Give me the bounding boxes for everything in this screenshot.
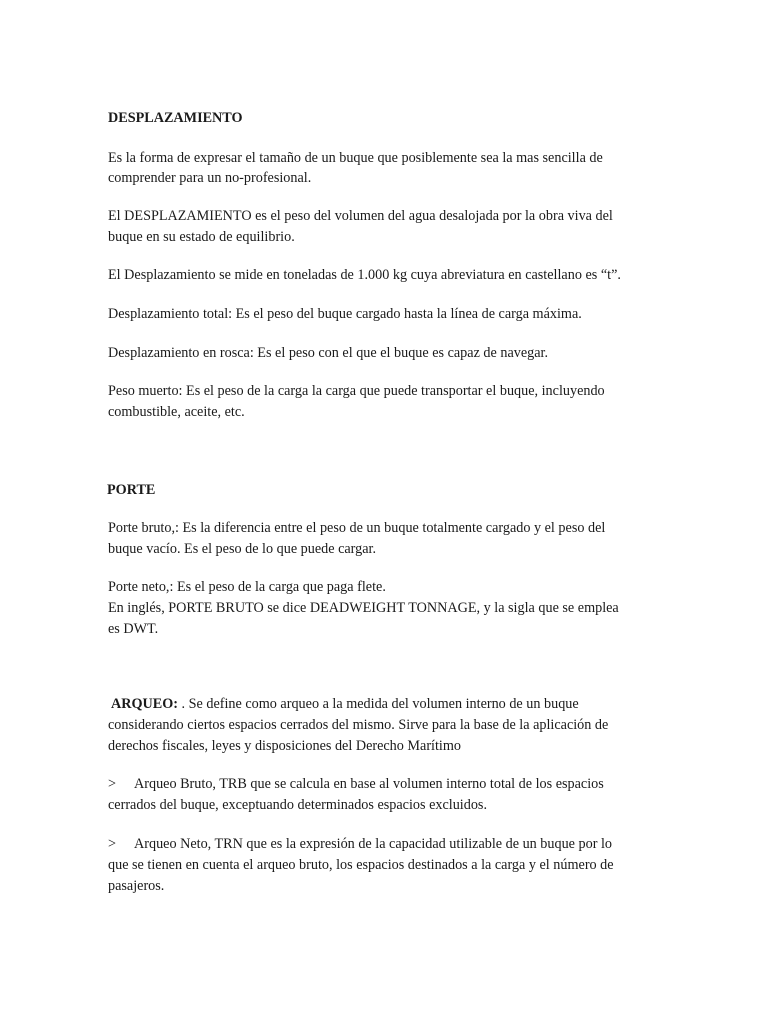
paragraph-line: Peso muerto: Es el peso de la carga la carga que puede transportar el buque, incluyendo <box>108 383 605 399</box>
paragraph-line: derechos fiscales, leyes y disposiciones del Derecho Marítimo <box>108 738 462 754</box>
paragraph-line: Porte bruto,: Es la diferencia entre el peso de un buque totalmente cargado y el peso del <box>108 520 606 536</box>
paragraph-line: Es la forma de expresar el tamaño de un buque que posiblemente sea la mas sencilla de <box>108 150 603 166</box>
bullet-text: Arqueo Neto, TRN que es la expresión de la capacidad utilizable de un buque por lo <box>134 836 613 852</box>
paragraph-line <box>111 694 579 714</box>
paragraph-line: Desplazamiento en rosca: Es el peso con el que el buque es capaz de navegar. <box>108 345 549 361</box>
bullet-marker: > <box>108 776 117 792</box>
heading-porte: PORTE <box>107 482 156 498</box>
bullet-item <box>108 774 604 794</box>
arqueo-label: ARQUEO: <box>111 696 178 712</box>
bullet-item <box>108 834 612 854</box>
heading-desplazamiento: DESPLAZAMIENTO <box>108 110 243 126</box>
paragraph-line: pasajeros. <box>108 878 165 894</box>
paragraph-line: El DESPLAZAMIENTO es el peso del volumen del agua desalojada por la obra viva del <box>108 208 613 224</box>
paragraph-line: que se tienen en cuenta el arqueo bruto, los espacios destinados a la carga y el número de <box>108 857 614 873</box>
paragraph-line: considerando ciertos espacios cerrados del mismo. Sirve para la base de la aplicación de <box>108 717 609 733</box>
paragraph-line: combustible, aceite, etc. <box>108 404 245 420</box>
paragraph-line: En inglés, PORTE BRUTO se dice DEADWEIGHT TONNAGE, y la sigla que se emplea <box>108 600 619 616</box>
paragraph-line: Desplazamiento total: Es el peso del buque cargado hasta la línea de carga máxima. <box>108 306 582 322</box>
paragraph-line: buque vacío. Es el peso de lo que puede cargar. <box>108 541 377 557</box>
bullet-text: Arqueo Bruto, TRB que se calcula en base al volumen interno total de los espacios <box>134 776 604 792</box>
paragraph-line: Porte neto,: Es el peso de la carga que paga flete. <box>108 579 386 595</box>
paragraph-line: cerrados del buque, exceptuando determinados espacios excluidos. <box>108 797 487 813</box>
bullet-marker: > <box>108 836 117 852</box>
paragraph-line: El Desplazamiento se mide en toneladas de 1.000 kg cuya abreviatura en castellano es “t”. <box>108 267 621 283</box>
paragraph-line: comprender para un no-profesional. <box>108 170 312 186</box>
arqueo-definition: . Se define como arqueo a la medida del volumen interno de un buque <box>178 696 579 712</box>
paragraph-line: es DWT. <box>108 621 159 637</box>
paragraph-line: buque en su estado de equilibrio. <box>108 229 295 245</box>
